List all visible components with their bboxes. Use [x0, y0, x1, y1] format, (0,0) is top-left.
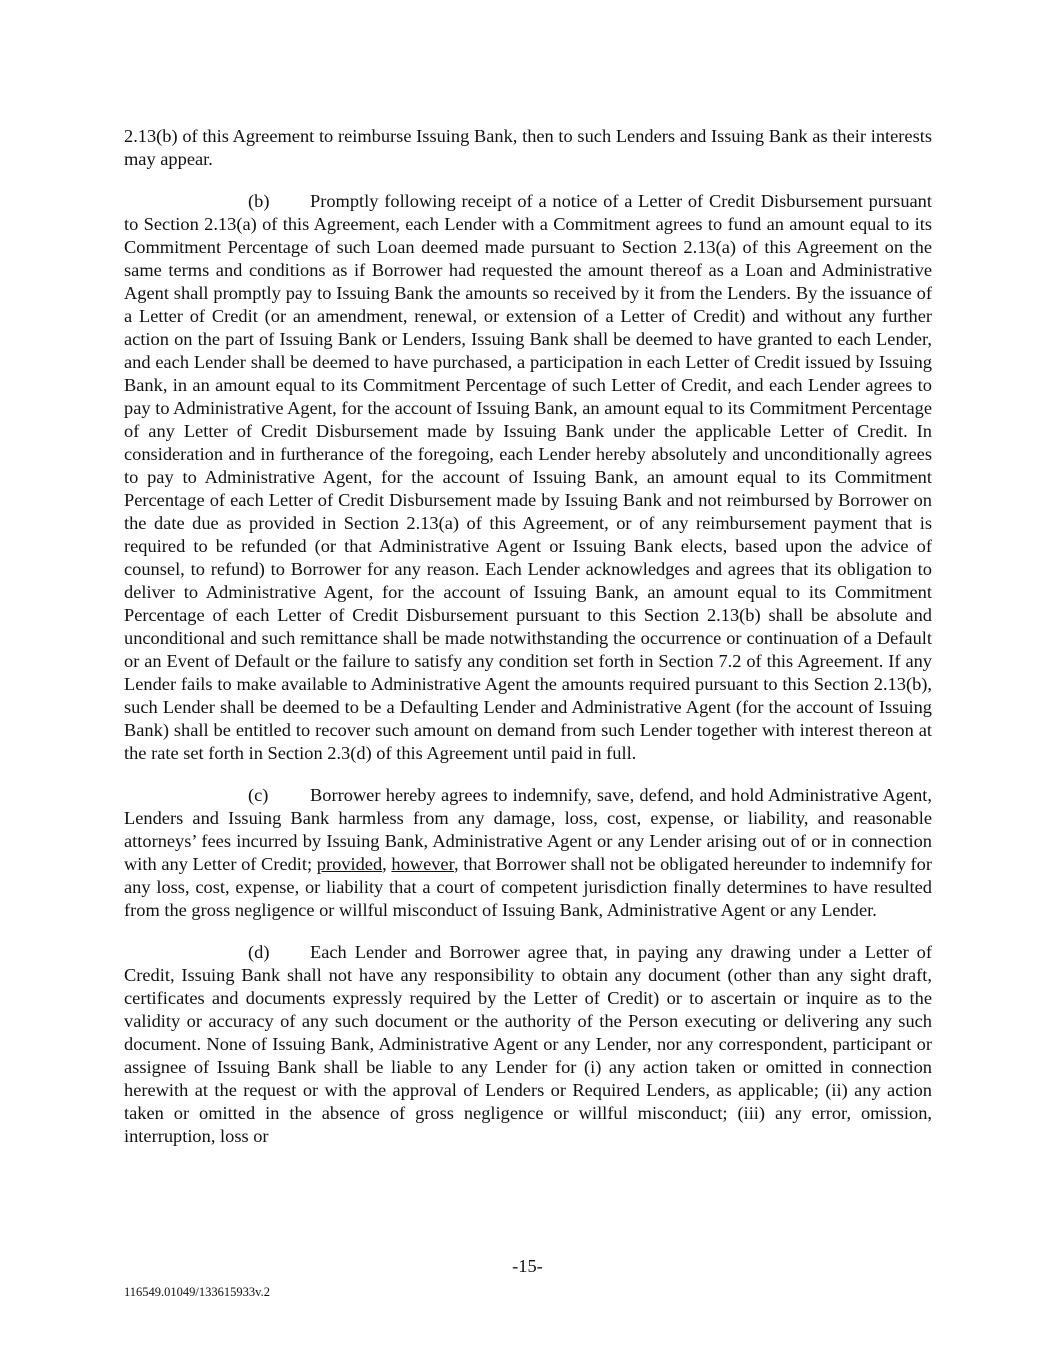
- provided-term: provided: [316, 854, 383, 874]
- paragraph-b-label: (b): [248, 191, 270, 211]
- paragraph-c-text-before: Borrower hereby agrees to indemnify, save, defend, and hold Administrative Agent, Lenders and Issuing Bank harmless from any damage, loss, cost, expense, or liability, and reasonable attorneys’ fees incurred by Issuing Bank, Administrative Agent or any Lender arising out of or in connection with any Letter of Credit;: [124, 785, 932, 874]
- intro-paragraph: [124, 125, 932, 171]
- paragraph-c: [124, 784, 932, 922]
- paragraph-d-text: Each Lender and Borrower agree that, in paying any drawing under a Letter of Credit, Issuing Bank shall not have any responsibility to obtain any document (other than any sight draft, certificates and documents expressly required by the Letter of Credit) or to ascertain or inquire as to the validity or accuracy of any such document or the authority of the Person executing or delivering any such document. None of Issuing Bank, Administrative Agent or any Lender, nor any correspondent, participant or assignee of Issuing Bank shall be liable to any Lender for (i) any action taken or omitted in connection herewith at the request or with the approval of Lenders or Required Lenders, as applicable; (ii) any action taken or omitted in the absence of gross negligence or willful misconduct; (iii) any error, omission, interruption, loss or: [124, 942, 932, 1146]
- paragraph-c-text-after: , that Borrower shall not be obligated hereunder to indemnify for any loss, cost, expense, or liability that a court of competent jurisdiction finally determines to have resulted from the gross negligence or willful misconduct of Issuing Bank, Administrative Agent or any Lender.: [124, 854, 932, 920]
- paragraph-c-comma: ,: [382, 854, 392, 874]
- document-id: 116549.01049/133615933v.2: [124, 1285, 270, 1299]
- paragraph-d: [124, 941, 932, 1148]
- paragraph-b: [124, 190, 932, 765]
- intro-text: 2.13(b) of this Agreement to reimburse Issuing Bank, then to such Lenders and Issuing Bank as their interests may appear.: [124, 126, 932, 169]
- page-number: -15-: [512, 1256, 543, 1276]
- document-body: [124, 125, 932, 1167]
- paragraph-c-label: (c): [248, 785, 269, 805]
- however-term: however: [391, 854, 454, 874]
- paragraph-d-label: (d): [248, 942, 270, 962]
- paragraph-b-text: Promptly following receipt of a notice of a Letter of Credit Disbursement pursuant to Section 2.13(a) of this Agreement, each Lender with a Commitment agrees to fund an amount equal to its Commitment Percentage of such Loan deemed made pursuant to Section 2.13(a) of this Agreement on the same terms and conditions as if Borrower had requested the amount thereof as a Loan and Administrative Agent shall promptly pay to Issuing Bank the amounts so received by it from the Lenders. By the issuance of a Letter of Credit (or an amendment, renewal, or extension of a Letter of Credit) and without any further action on the part of Issuing Bank or Lenders, Issuing Bank shall be deemed to have granted to each Lender, and each Lender shall be deemed to have purchased, a participation in each Letter of Credit issued by Issuing Bank, in an amount equal to its Commitment Percentage of such Letter of Credit, and each Lender agrees to pay to Administrative Agent, for the account of Issuing Bank, an amount equal to its Commitment Percentage of any Letter of Credit Disbursement made by Issuing Bank under the applicable Letter of Credit. In consideration and in furtherance of the foregoing, each Lender hereby absolutely and unconditionally agrees to pay to Administrative Agent, for the account of Issuing Bank, an amount equal to its Commitment Percentage of each Letter of Credit Disbursement made by Issuing Bank and not reimbursed by Borrower on the date due as provided in Section 2.13(a) of this Agreement, or of any reimbursement payment that is required to be refunded (or that Administrative Agent or Issuing Bank elects, based upon the advice of counsel, to refund) to Borrower for any reason. Each Lender acknowledges and agrees that its obligation to deliver to Administrative Agent, for the account of Issuing Bank, an amount equal to its Commitment Percentage of each Letter of Credit Disbursement pursuant to this Section 2.13(b) shall be absolute and unconditional and such remittance shall be made notwithstanding the occurrence or continuation of a Default or an Event of Default or the failure to satisfy any condition set forth in Section 7.2 of this Agreement. If any Lender fails to make available to Administrative Agent the amounts required pursuant to this Section 2.13(b), such Lender shall be deemed to be a Defaulting Lender and Administrative Agent (for the account of Issuing Bank) shall be entitled to recover such amount on demand from such Lender together with interest thereon at the rate set forth in Section 2.3(d) of this Agreement until paid in full.: [124, 191, 932, 763]
